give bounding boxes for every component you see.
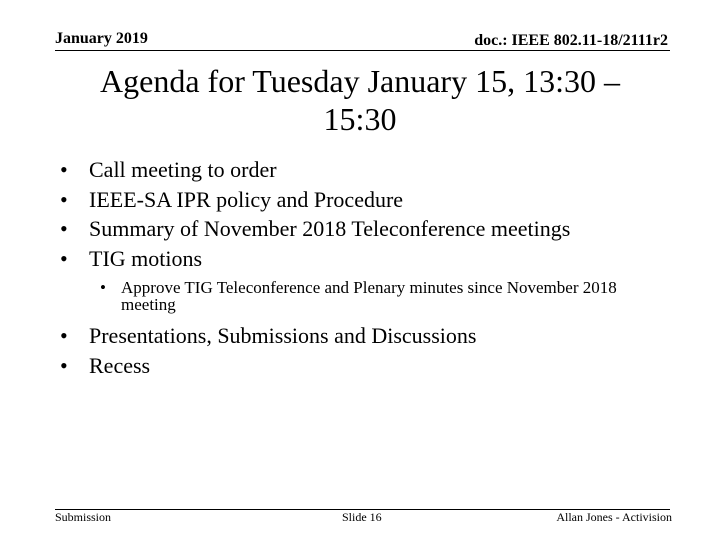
agenda-item-text: Recess: [89, 352, 151, 378]
agenda-item-text: IEEE-SA IPR policy and Procedure: [89, 186, 404, 212]
footer-slide-number: Slide 16: [342, 510, 382, 524]
agenda-item: [60, 185, 570, 215]
bullet-icon: •: [60, 157, 68, 182]
footer-submission: Submission: [55, 510, 112, 524]
header-date: January 2019: [55, 30, 148, 47]
agenda-item: [60, 155, 570, 185]
footer-author: Allan Jones - Activision: [556, 510, 672, 524]
agenda-subitem: [100, 279, 670, 313]
bullet-icon: •: [60, 352, 68, 378]
bullet-icon: •: [60, 216, 68, 241]
agenda-item: [60, 244, 570, 274]
agenda-list: [60, 155, 570, 273]
agenda-item: [60, 321, 476, 351]
bullet-icon: •: [60, 186, 68, 212]
agenda-item-text: Call meeting to order: [89, 157, 277, 182]
agenda-sublist: [100, 279, 670, 313]
agenda-subitem-text: Approve TIG Teleconference and Plenary minutes since November 2018 meeting: [121, 278, 617, 314]
bullet-icon: •: [60, 245, 68, 271]
agenda-item-text: TIG motions: [89, 245, 203, 271]
agenda-item: [60, 351, 476, 381]
agenda-list-continued: [60, 321, 476, 380]
agenda-item: [60, 214, 570, 244]
bullet-icon: •: [100, 278, 106, 297]
header-divider: [55, 50, 670, 51]
header-doc-id: doc.: IEEE 802.11-18/2111r2: [474, 32, 668, 49]
bullet-icon: •: [60, 323, 68, 348]
slide-title: Agenda for Tuesday January 15, 13:30 – 15:30: [100, 63, 620, 137]
agenda-item-text: Presentations, Submissions and Discussions: [89, 323, 477, 348]
agenda-item-text: Summary of November 2018 Teleconference meetings: [89, 216, 571, 241]
